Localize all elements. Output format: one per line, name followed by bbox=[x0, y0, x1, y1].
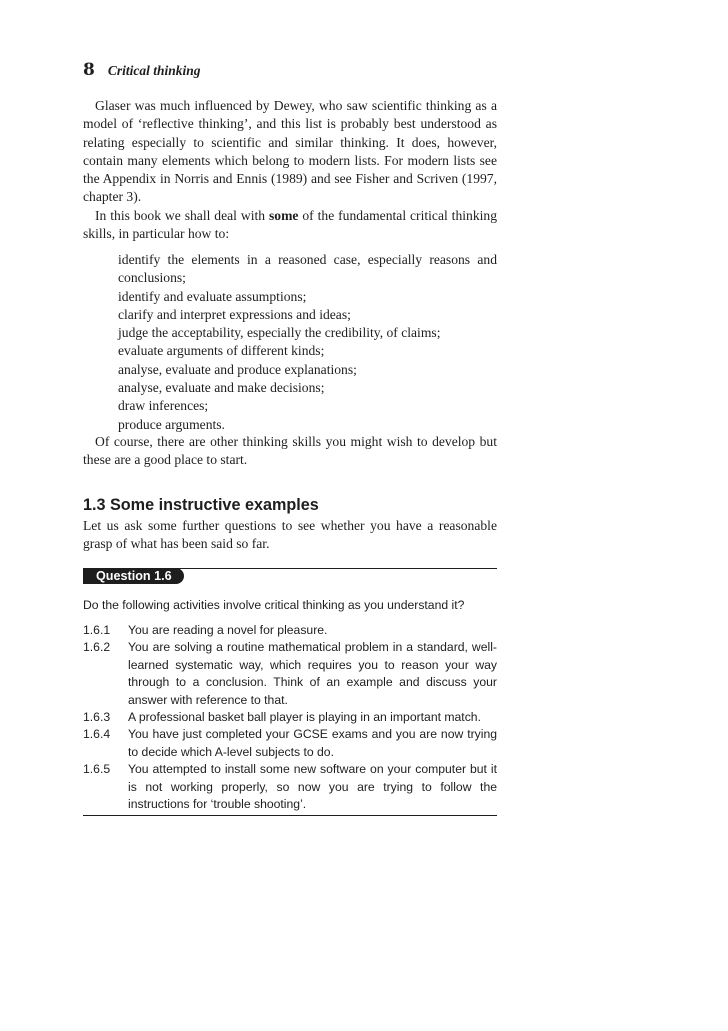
skill-item: analyse, evaluate and make decisions; bbox=[118, 380, 325, 396]
question-item bbox=[83, 622, 497, 639]
skill-item: judge the acceptability, especially the credibility, of claims; bbox=[118, 325, 441, 341]
question-item-number: 1.6.3 bbox=[83, 710, 111, 725]
skill-item: evaluate arguments of different kinds; bbox=[118, 343, 325, 359]
question-item bbox=[83, 709, 497, 726]
skill-item: identify the elements in a reasoned case, especially reasons and conclusions; bbox=[118, 252, 497, 286]
question-label: Question 1.6 bbox=[83, 568, 184, 584]
skill-item: analyse, evaluate and produce explanations; bbox=[118, 361, 357, 377]
question-item-number: 1.6.2 bbox=[83, 640, 111, 655]
skill-item: identify and evaluate assumptions; bbox=[118, 288, 307, 304]
skill-item: clarify and interpret expressions and ideas; bbox=[118, 306, 351, 322]
question-item bbox=[83, 726, 497, 761]
question-item-text: You have just completed your GCSE exams and you are now trying to decide which A-level subjects to do. bbox=[128, 727, 497, 759]
page-number: 8 bbox=[83, 60, 95, 80]
question-item-number: 1.6.4 bbox=[83, 727, 111, 742]
section-intro: Let us ask some further questions to see whether you have a reasonable grasp of what has been said so far. bbox=[83, 518, 497, 552]
section-heading: 1.3 Some instructive examples bbox=[83, 496, 319, 514]
question-item-text: A professional basket ball player is playing in an important match. bbox=[128, 710, 481, 725]
question-item-number: 1.6.1 bbox=[83, 623, 111, 637]
question-item-text: You attempted to install some new software on your computer but it is not working properly, so now you are trying to follow the instructions for ‘trouble shooting’. bbox=[128, 762, 497, 812]
running-title: Critical thinking bbox=[107, 63, 201, 78]
question-item-text: You are reading a novel for pleasure. bbox=[128, 623, 328, 637]
question-item bbox=[83, 639, 497, 709]
question-items bbox=[83, 622, 497, 813]
question-prompt: Do the following activities involve critical thinking as you understand it? bbox=[83, 598, 465, 612]
skill-item: produce arguments. bbox=[118, 416, 225, 432]
scope-text-end: of the fundamental critical thinking skills, in particular how to: bbox=[83, 208, 497, 242]
running-head bbox=[83, 60, 201, 80]
paragraph-other-skills: Of course, there are other thinking skills you might wish to develop but these are a good place to start. bbox=[83, 434, 497, 468]
skills-list bbox=[118, 251, 497, 434]
scope-text-start: In this book we shall deal with bbox=[95, 208, 269, 223]
question-bottom-rule bbox=[83, 815, 497, 816]
question-item bbox=[83, 761, 497, 813]
paragraph-glaser: Glaser was much influenced by Dewey, who saw scientific thinking as a model of ‘reflective thinking’, and this list is probably best understood as relating especially to scientific and similar thinking. It does, however, contain many elements which belong to modern lists. For modern lists see the Appendix in Norris and Ennis (1989) and see Fisher and Scriven (1997, chapter 3). bbox=[83, 98, 497, 205]
question-item-number: 1.6.5 bbox=[83, 762, 111, 777]
skill-item: draw inferences; bbox=[118, 398, 209, 414]
question-item-text: You are solving a routine mathematical problem in a standard, well-learned systematic way, which requires you to reason your way through to a conclusion. Think of an example and discuss your answer with reference to that. bbox=[128, 640, 497, 707]
scope-emphasis: some bbox=[268, 208, 299, 223]
paragraph-book-scope bbox=[83, 207, 497, 244]
